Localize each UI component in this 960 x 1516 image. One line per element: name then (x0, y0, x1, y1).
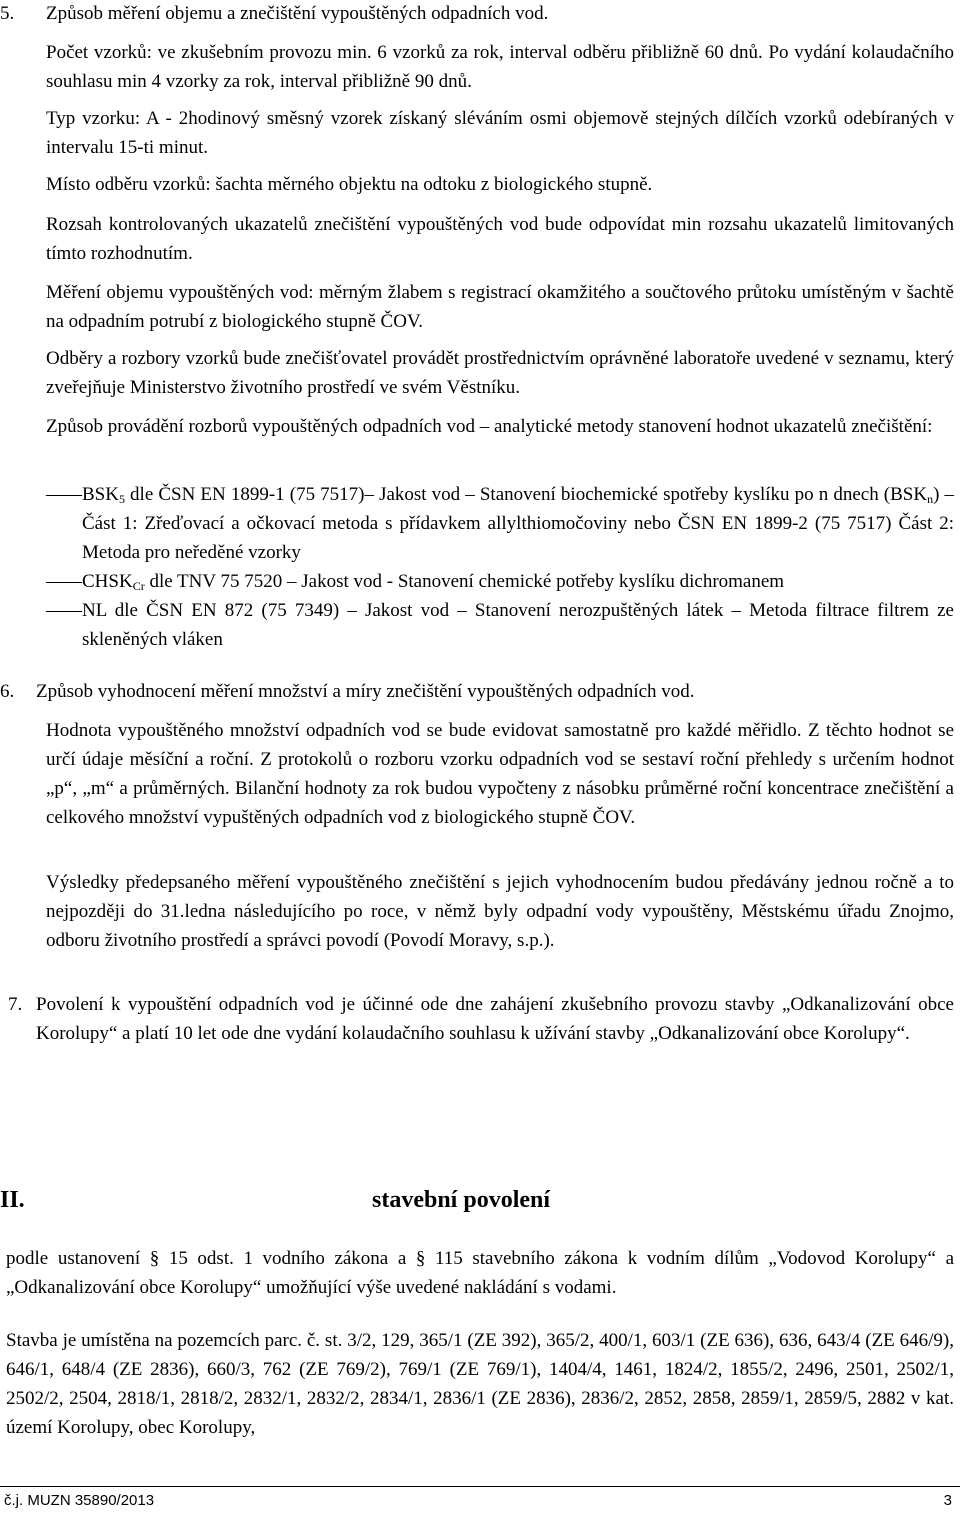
section-number: 6. (0, 681, 15, 702)
paragraph-sample-count: Počet vzorků: ve zkušebním provozu min. 6 vzorků za rok, interval odběru přibližně 60 dnů. Po vydání kolaudačního souhlasu min 4 vzorky za rok, interval přibližně 90 dnů. (46, 42, 954, 92)
paragraph-analysis-methods: Způsob provádění rozborů vypouštěných odpadních vod – analytické metody stanovení hodnot ukazatelů znečištění: (46, 416, 933, 437)
paragraph-parcels: Stavba je umístěna na pozemcích parc. č. st. 3/2, 129, 365/1 (ZE 392), 365/2, 400/1, 603/1 (ZE 636), 636, 643/4 (ZE 646/9), 646/1, 648/4 (ZE 2836), 660/3, 762 (ZE 769/2), 769/1 (ZE 769/1), 1404/4, 1461, 1824/2, 1855/2, 2496, 2501, 2502/1, 2502/2, 2504, 2818/1, 2818/2, 2832/1, 2832/2, 2834/1, 2836/1 (ZE 2836), 2836/2, 2852, 2858, 2859/1, 2859/5, 2882 v kat. území Korolupy, obec Korolupy, (6, 1330, 954, 1438)
list-item: —— $BSK_5$ dle ČSN EN 1899-1 (75 7517)– Jakost vod – Stanovení biochemické spotřeby kyslíku po n dnech $(BSK_n)$ – Část 1: Zřeďovací a očkovací metoda s přídavkem allylthiomočoviny nebo ČSN EN 1899-2 (75 7517) Část 2: Metoda pro neředěné vzorky (0, 480, 960, 567)
paragraph-sample-type: Typ vzorku: A - 2hodinový směsný vzorek získaný sléváním osmi objemově stejných dílčích vzorků odebíraných v intervalu 15-ti minut. (46, 108, 954, 158)
paragraph-sampling-place: Místo odběru vzorků: šachta měrného objektu na odtoku z biologického stupně. (46, 174, 653, 195)
page-number: 3 (943, 1492, 952, 1509)
paragraph-legal-basis: podle ustanovení § 15 odst. 1 vodního zákona a § 115 stavebního zákona k vodním dílům „Vodovod Korolupy“ a „Odkanalizování obce Korolupy“ umožňující výše uvedené nakládání s vodami. (6, 1248, 954, 1298)
dash-bullet-icon (46, 480, 80, 509)
list-item: —— NL dle ČSN EN 872 (75 7349) – Jakost vod – Stanovení nerozpuštěných látek – Metoda filtrace filtrem ze skleněných vláken (0, 596, 960, 654)
footer-reference: č.j. MUZN 35890/2013 (4, 1492, 155, 1509)
paragraph-volume-measurement: Měření objemu vypouštěných vod: měrným žlabem s registrací okamžitého a součtového průtoku umístěným v šachtě na odpadním potrubí z biologického stupně ČOV. (46, 282, 954, 332)
paragraph-evaluation: Hodnota vypouštěného množství odpadních vod se bude evidovat samostatně pro každé měřidlo. Z těchto hodnot se určí údaje měsíční a roční. Z protokolů o rozboru vzorku odpadních vod se sestaví roční přehledy s určením hodnot „p“, „m“ a průměrných. Bilanční hodnoty za rok budou vypočteny z násobku průměrné roční koncentrace znečištění a celkového množství vypuštěných odpadních vod z biologického stupně ČOV. (46, 720, 954, 828)
section-number: 5. (0, 3, 15, 24)
section-5-heading (0, 0, 940, 28)
paragraph-sampling-lab: Odběry a rozbory vzorků bude znečišťovatel provádět prostřednictvím oprávněné laboratoře uvedené v seznamu, který zveřejňuje Ministerstvo životního prostředí ve svém Věstníku. (46, 348, 954, 398)
part-roman-numeral: II. (0, 1187, 25, 1213)
dash-bullet-icon (46, 596, 80, 625)
section-title: Způsob měření objemu a znečištění vypouštěných odpadních vod. (46, 3, 549, 24)
paragraph-reporting: Výsledky předepsaného měření vypouštěného znečištění s jejich vyhodnocením budou předávány jednou ročně a to nejpozději do 31.ledna následujícího po roce, v němž byly odpadní vody vypouštěny, Městskému úřadu Znojmo, odboru životního prostředí a správci povodí (Povodí Moravy, s.p.). (46, 872, 954, 951)
section-title: Způsob vyhodnocení měření množství a míry znečištění vypouštěných odpadních vod. (36, 681, 695, 702)
list-item: —— $CHSK_{Cr}$ dle TNV 75 7520 – Jakost vod - Stanovení chemické potřeby kyslíku dichromanem (0, 567, 960, 596)
paragraph-indicator-range: Rozsah kontrolovaných ukazatelů znečištění vypouštěných vod bude odpovídat min rozsahu ukazatelů limitovaných tímto rozhodnutím. (46, 214, 954, 264)
method-list (0, 480, 960, 654)
section-7-text: Povolení k vypouštění odpadních vod je účinné ode dne zahájení zkušebního provozu stavby „Odkanalizování obce Korolupy“ a platí 10 let ode dne vydání kolaudačního souhlasu k užívání stavby „Odkanalizování obce Korolupy“. (36, 994, 954, 1044)
part-title: stavební povolení (372, 1187, 551, 1213)
dash-bullet-icon (46, 567, 80, 596)
section-6-heading (0, 678, 940, 706)
section-number: 7. (8, 994, 23, 1015)
section-7 (0, 990, 954, 1048)
footer-rule (0, 1486, 960, 1487)
